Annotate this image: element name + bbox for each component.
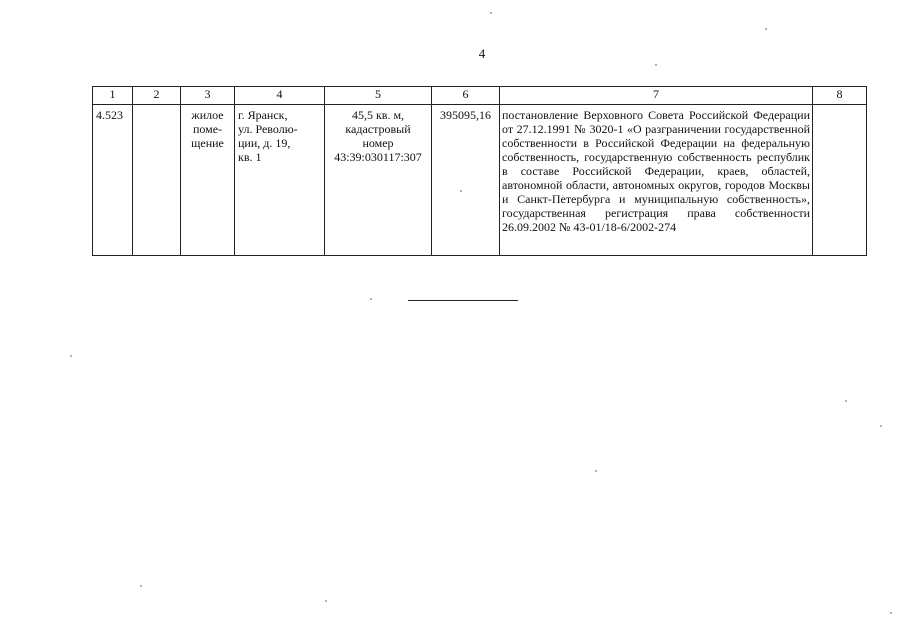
- table-row: [93, 105, 867, 256]
- scan-speck: [765, 28, 767, 30]
- scan-speck: [325, 600, 327, 602]
- column-header-6: 6: [432, 87, 500, 105]
- column-2-cell: [133, 105, 181, 256]
- address-cell: г. Яранск, ул. Револю- ции, д. 19, кв. 1: [235, 105, 325, 256]
- column-header-7: 7: [500, 87, 813, 105]
- value-cell: 395095,16: [432, 105, 500, 256]
- column-header-5: 5: [325, 87, 432, 105]
- scan-speck: [655, 64, 657, 66]
- scan-speck: [845, 400, 847, 402]
- registry-number-cell: 4.523: [93, 105, 133, 256]
- column-header-2: 2: [133, 87, 181, 105]
- scan-speck: [140, 585, 142, 587]
- scan-speck: [890, 612, 892, 614]
- end-of-document-rule: [408, 300, 518, 301]
- scan-speck: [880, 425, 882, 427]
- column-header-8: 8: [813, 87, 867, 105]
- legal-basis-cell: постановление Верховного Совета Российской Федерации от 27.12.1991 № 3020-1 «О разграничении государственной собственности в Российской Федерации на федеральную собственность, государственную собственность республик в составе Российской Федерации, краев, областей, автономной области, автономных округов, городов Москвы и Санкт-Петербурга и муниципальную собственность», государственная регистрация права собственности 26.09.2002 № 43-01/18-6/2002-274: [500, 105, 813, 256]
- table-header-row: [93, 87, 867, 105]
- page-number: 4: [478, 46, 486, 61]
- area-cadastral-cell: 45,5 кв. м, кадастровый номер 43:39:030117:307: [325, 105, 432, 256]
- column-header-4: 4: [235, 87, 325, 105]
- scan-speck: [595, 470, 597, 472]
- scan-speck: [460, 190, 462, 192]
- object-type-cell: жилое поме- щение: [181, 105, 235, 256]
- column-header-1: 1: [93, 87, 133, 105]
- scan-speck: [490, 12, 492, 14]
- column-header-3: 3: [181, 87, 235, 105]
- scan-speck: [370, 298, 372, 300]
- property-registry-table: [92, 86, 867, 256]
- scan-speck: [70, 355, 72, 357]
- column-8-cell: [813, 105, 867, 256]
